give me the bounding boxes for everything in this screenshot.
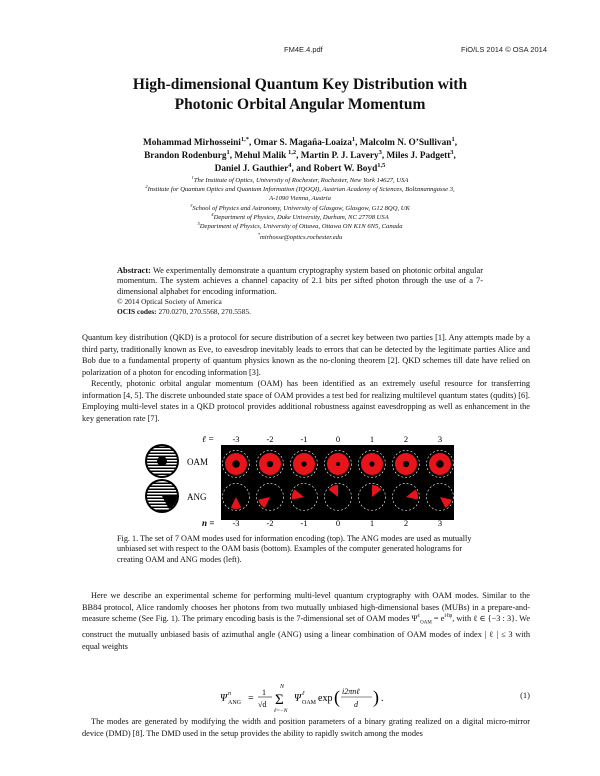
author: , Mehul Malik <box>229 151 287 161</box>
copyright: © 2014 Optical Society of America <box>117 297 222 307</box>
oam-mode-core <box>267 461 273 467</box>
svg-text:(: ( <box>334 687 340 707</box>
text: = e <box>431 614 445 623</box>
oam-mode-core <box>232 460 240 468</box>
eq-term-sub: OAM <box>302 700 317 706</box>
paragraph: Recently, photonic orbital angular momentum (OAM) has been identified as an extremely useful resource for transferring information [4, 5]. The discrete unbounded state space of OAM provides a test bed for realizing multilevel quantum states (qudits) [6]. Employing multi-level states in a QKD protocol provides additional robustness against eavesdropping as well as enhancement in the key generation rate [7]. <box>82 379 530 423</box>
author: Brandon Rodenburg <box>144 151 227 161</box>
email-sup: * <box>257 232 261 238</box>
figure-caption: Fig. 1. The set of 7 OAM modes used for information encoding (top). The ANG modes are used as mutually unbiased set with respect to the OAM basis (bottom). Examples of the computer generated holograms for creating OAM and ANG modes (left). <box>117 534 472 564</box>
author-sup: 1 <box>351 135 356 143</box>
n-value-label: -3 <box>232 518 240 528</box>
eq-term-sup: ℓ <box>302 691 305 697</box>
eq-lhs-sub: ANG <box>228 700 241 706</box>
ell-value-label: 0 <box>335 434 341 444</box>
n-value-label: 1 <box>369 518 375 528</box>
author-sup: 3 <box>450 148 454 156</box>
equation-number: (1) <box>520 690 530 700</box>
author: , Miles J. Padgett <box>381 151 451 161</box>
svg-text:): ) <box>373 687 379 707</box>
ell-value-label: -1 <box>300 434 308 444</box>
affiliation <box>110 222 490 231</box>
eq-sum-bottom: ℓ=−N <box>274 708 288 712</box>
eq-sum-top: N <box>280 684 285 690</box>
author: , Martin P. J. Lavery <box>296 151 379 161</box>
affiliation-text: Institute for Quantum Optics and Quantum Information (IQOQI), Austrian Academy of Sciences, Boltzmanngasse 3, <box>147 186 455 194</box>
affiliation-text: A-1090 Vienna, Austria <box>269 195 331 203</box>
affiliation-text: The Institute of Optics, University of Rochester, Rochester, New York 14627, USA <box>193 177 409 184</box>
n-value-label: 0 <box>335 518 341 528</box>
oam-mode-core <box>436 460 444 468</box>
author-sup: 1 <box>451 135 455 143</box>
sup-ell: ℓ <box>417 614 421 620</box>
author-sep: , <box>453 151 456 161</box>
header-filename: FM4E.4.pdf <box>284 45 323 54</box>
affiliation-sup: 2 <box>145 184 148 190</box>
affiliation <box>110 194 490 203</box>
affiliation-text: Department of Physics, University of Ottawa, Ottawa ON K1N 6N5, Canada <box>199 223 403 231</box>
ocis-label: OCIS codes: <box>117 306 157 316</box>
ell-value-label: -2 <box>266 434 274 444</box>
affiliation-sup: 4 <box>211 211 214 217</box>
abstract-text: We experimentally demonstrate a quantum cryptography system based on photonic orbital angular momentum. The system achieves a channel capacity of 2.1 bits per sifted photon through the use of a 7-dimensional alphabet for encoding information. <box>117 266 483 296</box>
author: , Omar S. Magaña-Loaiza <box>248 138 352 148</box>
author-sup: 1,5 <box>377 161 386 169</box>
equation-1 <box>82 682 530 712</box>
figure-1-graphic <box>144 430 454 530</box>
oam-mode-core <box>369 461 374 466</box>
author-sup: 3 <box>378 148 382 156</box>
email[interactable] <box>110 233 490 242</box>
affiliation <box>110 213 490 222</box>
author: Daniel J. Gauthier <box>214 164 289 174</box>
ell-value-label: 3 <box>437 434 443 444</box>
n-value-label: -1 <box>300 518 308 528</box>
author-sup: 4 <box>288 161 292 169</box>
oam-mode-core <box>403 461 409 467</box>
intro-section <box>82 332 530 424</box>
affiliation <box>110 185 490 194</box>
ocis-codes: 270.0270, 270.5568, 270.5585. <box>158 306 251 316</box>
affiliation <box>110 204 490 213</box>
affiliation-text: School of Physics and Astronomy, University of Glasgow, Glasgow, G12 8QQ, UK <box>192 204 410 212</box>
affiliation-sup: 5 <box>197 220 200 226</box>
n-value-label: -2 <box>266 518 274 528</box>
paragraph: The modes are generated by modifying the width and position parameters of a binary grating realized on a digital micro-mirror device (DMD) [8]. The DMD used in the setup provides the ability to rapidly switch among the modes <box>82 717 530 738</box>
n-value-label: 2 <box>403 518 409 528</box>
equation-graphic <box>82 682 530 712</box>
affiliation <box>110 176 490 185</box>
eq-exp-num: i2πnℓ <box>342 687 360 696</box>
paragraph <box>82 590 530 652</box>
author-list <box>90 137 510 176</box>
ell-value-label: -3 <box>232 434 240 444</box>
method-section <box>82 590 530 652</box>
ell-label: ℓ = <box>202 434 215 444</box>
text: , with ℓ ∈ {−3 : 3}. We construct the mutually unbiased basis of azimuthal angle (ANG) using a linear combination of OAM modes of index | ℓ | ≤ 3 with equal weights <box>82 614 531 651</box>
ell-value-label: 2 <box>403 434 409 444</box>
eq-lhs-sup: n <box>228 691 231 697</box>
abstract-label: Abstract: <box>117 266 151 275</box>
top-value-labels <box>232 434 442 444</box>
header-conference: FiO/LS 2014 © OSA 2014 <box>461 45 547 54</box>
affiliations <box>110 176 490 242</box>
figure-1 <box>144 430 454 530</box>
sup: iℓφ <box>444 613 453 620</box>
ell-value-label: 1 <box>369 434 375 444</box>
text: Here we describe an experimental scheme for performing multi-level quantum cryptography with OAM modes. Similar to the BB84 protocol, Alice randomly chooses her photons from two mutually unbiased high-dimensional bases (MUBs) in a prepare-and-measure scheme (See Fig. 1). The primary encoding basis is the 7-dimensional set of OAM modes Ψ <box>82 591 530 623</box>
implementation-section <box>82 716 530 739</box>
author: Mohammad Mirhosseini <box>142 138 241 148</box>
paragraph: Quantum key distribution (QKD) is a protocol for secure distribution of a secret key between two parties [1]. Any attempts made by a third party, traditionally known as Eve, to eavesdrop inevitably leads to errors that can be detected by the legitimate parties Alice and Bob due to a fundamental property of quantum physics known as the no-cloning theorem [2]. QKD schemes till date have relied on polarization of a photon for encoding information [3]. <box>82 333 530 377</box>
author-sep: , <box>454 138 458 148</box>
sub: OAM <box>420 620 432 626</box>
eq-frac-den: √d <box>258 700 267 709</box>
oam-mode-core <box>301 461 306 466</box>
n-value-label: 3 <box>437 518 443 528</box>
affiliation-sup: 1 <box>191 174 194 180</box>
eq-end: . <box>381 693 384 704</box>
abstract <box>117 266 483 316</box>
email-text: mirhosse@optics.rochester.edu <box>260 234 343 242</box>
oam-mode-core <box>336 462 340 466</box>
author-sup: 1,* <box>240 135 249 143</box>
eq-frac-num: 1 <box>262 688 266 697</box>
author: , and Robert W. Boyd <box>291 164 378 174</box>
row-label-ang: ANG <box>187 492 207 502</box>
eq-exp: exp <box>318 693 333 704</box>
hologram-oam <box>145 444 179 478</box>
affiliation-text: Department of Physics, Duke University, Durham, NC 27708 USA <box>213 213 389 221</box>
author-sup: 1 <box>226 148 230 156</box>
eq-sigma: Σ <box>275 692 284 708</box>
paper-title <box>0 75 600 115</box>
eq-exp-den: d <box>354 700 358 709</box>
eq-term: Ψ <box>294 693 302 704</box>
author-sup: 1,2 <box>286 148 297 156</box>
n-label: n = <box>202 518 215 528</box>
hologram-ang <box>145 479 179 513</box>
eq-lhs: Ψ <box>220 693 228 704</box>
author: , Malcolm N. O’Sullivan <box>355 138 452 148</box>
row-label-oam: OAM <box>187 457 209 467</box>
affiliation-sup: 3 <box>190 202 193 208</box>
eq-equals: = <box>248 693 254 704</box>
title-line-2: Photonic Orbital Angular Momentum <box>174 96 426 113</box>
title-line-1: High-dimensional Quantum Key Distribution with <box>132 76 468 93</box>
